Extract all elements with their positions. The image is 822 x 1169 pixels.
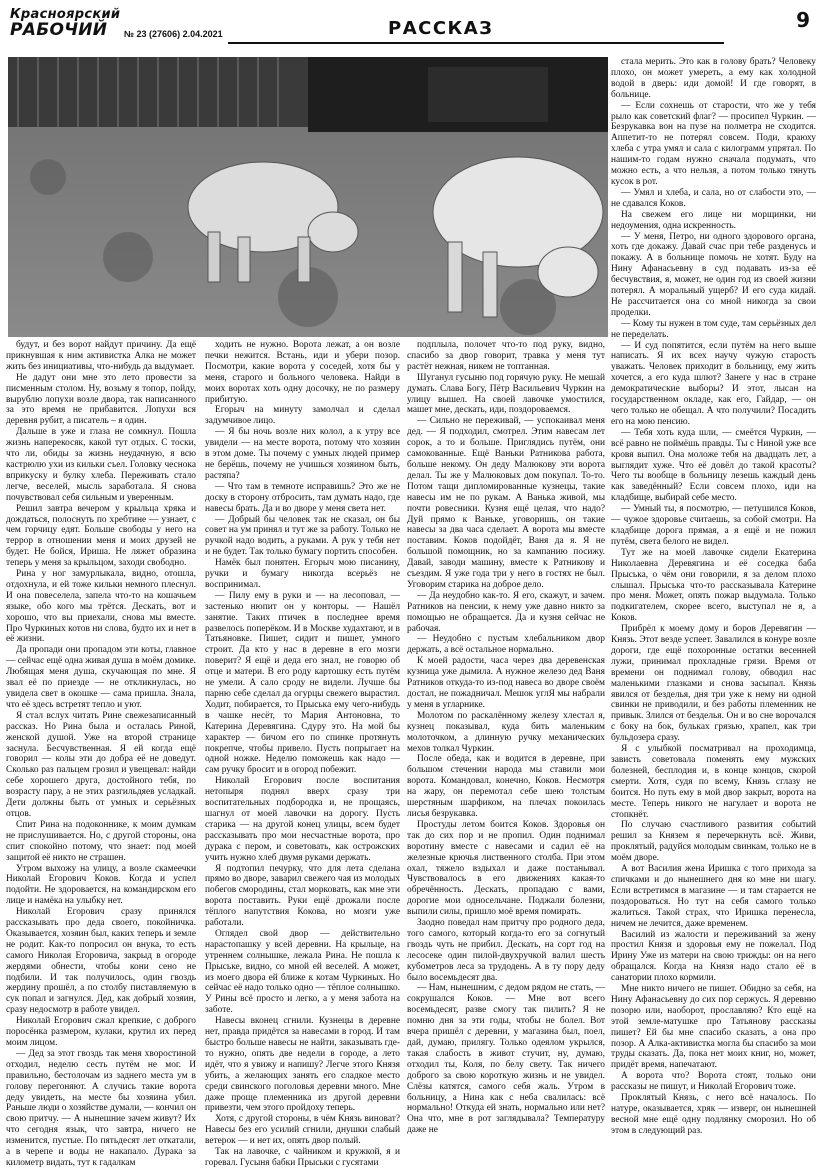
paragraph: Николай Егорович сразу принялся рассказывать про деда своего, покойничка. Оказывается, хозяин был, каких теперь и земле не родит. Как-то попросил он внука, то есть самого Николая Егоровича, закрыд в огороде жердями обнести, чтобы кони сено не подбили. И так получилось, один гвоздь жердину прошёл, а по столбу пиставляемую в сук попал и загнулся. Дед, как добрый хозяин, сразу недосмотр в работе увидел. <box>6 907 196 1016</box>
paragraph: По случаю счастливого развития событий решил за Князем я перечеркнуть всё. Живи, проклятый, радуйся молодым свинкам, только не в моём дворе. <box>611 820 816 864</box>
paragraph: — Что там в темноте исправишь? Это же не доску в сторону отбросить, там думать надо, где навесы брать. Да и во дворе у меня света нет. <box>205 481 400 514</box>
paragraph: — Умный ты, я посмотрю, — петушился Коков, — чужое здоровье считаешь, за собой смотри. На кладбище дорога прямая, а я ещё и не пожил путём, света белого не видел. <box>611 504 816 547</box>
paragraph: — Добрый бы человек так не сказал, он бы совет на ум принял и тут же за работу. Только не ручкой надо водить, а руками. А рук у тебя нет и не будет. Так только бумагу портить способен. <box>205 514 400 558</box>
paragraph: Я стал вслух читать Рине свежезаписанный рассказ. Но Рина была и осталась Риной, женской душой. Уже на второй странице заснула. Бесчувственная. Я ей когда ещё говорил — колы эти до добра её не доведут. Сколько раз пальцем грозил и увещевал: найди себе хорошего друга, достойного тебя, по возрасту пару, а не этих разгильдяев усладкай. Дети должны быть от умных и серьёзных отцов. <box>6 710 196 819</box>
paragraph: Шуганул гусыню под горячую руку. Не мешай думать. Слава Богу, Пётр Васильевич Чуркин на улицу вышел. На своей лавочке умостился, машет мне, дескать, иди, поздороваемся. <box>407 372 605 416</box>
text-column-2 <box>205 340 400 1168</box>
rubric-rule <box>228 42 724 44</box>
masthead <box>8 4 814 44</box>
paragraph: — И суд попятится, если путём на него выше написать. Я их всех научу чужую старость уважать. Человек приходит в больницу, ему жить хочется, а его куда шлют? Занеге у нас в стране демократические выборы? И этот, лысан на государственном окладе, как его, Гайдар, — он чего только не обещал. А что получили? Посадить его на мою пенсию. <box>611 340 816 427</box>
paragraph: Прибрёл к моему дому и боров Деревягин — Князь. Этот везде успеет. Завалился в конуре возле дороги, где ещё похоронные остатки весенней лужи, принимал прохладные грязи. Время от времени он поднимал голову, обводил нас маленькими глазками и снова засыпал. Князь явился от безделья, дня три уже к нему ни одной свинки не приводили, и без работы племенник не привык. Злился от безделья. Он и во сне ворочался с боку на бок, бульках грязью, храпел, как три бульдозера сразу. <box>611 624 816 744</box>
paragraph: — Дед за этот гвоздь так меня хворостиной отходил, неделю сесть путём не мог. И правильно, бестолочам из заднего места ум в голову перегоняют. А случись такие ворота деду увидеть, на месте бы хозяина убил. Раньше люди о хозяйстве думали, — кончил он свою притчу. — А нынешние зачем живут? Их что сегодня язык, что завтра, ничего не изменится, пустые. По пятьдесят лет откатали, а в черепе и воды не накапало. Дурака за километр видать, тут к гадалкам <box>6 1048 196 1168</box>
text-column-4 <box>611 57 816 1136</box>
paragraph: — Неудобно с пустым хлебальником двор держать, а всё остальное нормально. <box>407 634 605 656</box>
issue-info: № 23 (27606) 2.04.2021 <box>124 29 223 39</box>
paragraph: — Умял и хлеба, и сала, но от слабости это, — не сдавался Коков. <box>611 187 816 209</box>
paragraph: — Да неудобно как-то. Я его, скажут, и зачем. Ратников на пенсии, к нему уже давно никто за помощью не обращается. Да и кузня сейчас не рабочая. <box>407 590 605 634</box>
paragraph: После обеда, как и водится в деревне, при большом стечении народа мы ставили мои ворота. Командовал, конечно, Коков. Несмотря на жару, он перемотал себе шею толстым шерстяным шарфиком, на плечах покоилась лисья безрукавка. <box>407 754 605 819</box>
paragraph: Заодно поведал нам притчу про родного деда, того самого, который когда-то его за согнутый гвоздь чуть не прибил. Дескать, на сорт год на лесосеке один пилой-двухручкой валил шесть кубометров леса за трудодень. А в ту пору деду было восемьдесят два. <box>407 918 605 983</box>
newspaper-logo <box>8 4 121 44</box>
paragraph: — У меня, Петро, ни одного здорового органа, хоть где докажу. Давай счас при тебе разденусь и покажу. А в больнице помочь не хотят. Буду на Нину Афанасьевну в суд подавать из-за её бесчувствия, я, может, не один год из своей жизни потерял. А моральный ущерб? И его суда кидай. Не рассчитается она со мной никогда за свои проделки. <box>611 231 816 318</box>
paragraph: — Если сохнешь от старости, что же у тебя рыло как советский флаг? — просипел Чуркин. — Безрукавка вон на пузе на полметра не сходится. Аппетит-то не потерял совсем. Поди, краюху хлеба с утра умял и сала с килограмм упрятал. По нашим-то годам нужно сначала подумать, что можно есть, а что нельзя, а потом только тянуть кусок в рот. <box>611 100 816 187</box>
paragraph: Решил завтра вечером у крыльца хряка и дождаться, полоснуть по хребтине — узнает, с чем горчицу едят. Больше свободы у него на террор в отношении меня и моих друзей не будет. Не бойся, Ириша. Не ляжет образина теперь у меня за крыльцом, заходи свободно. <box>6 503 196 569</box>
paragraph: Да пропади они пропадом эти коты, главное — сейчас ещё одна живая душа в моём домике. Любящая меня душа, скучающая по мне. Я звал её по приезде — не откликнулась, но увидела свет в окошке — сама пришла. Знала, что её здесь встретят тепло и уют. <box>6 645 196 710</box>
rubric-title: РАССКАЗ <box>388 18 494 39</box>
paragraph: ходить не нужно. Ворота лежат, а он возле печки нежится. Встань, иди и убери позор. Посмотри, какие ворота у соседей, хотя бы у меня, старого и больного человека. Найди в моих воротах хоть одну досочку, не по размеру прибитую. <box>205 340 400 405</box>
paragraph: А ворота что? Ворота стоят, только они рассказы не пишут, и Николай Егорович тоже. <box>611 1071 816 1093</box>
paragraph: Рина у ног замурлыкала, видно, отошла, отдохнула, и ей тоже кильки немного плеснул. И она повеселела, запела что-то на кошачьем языке, обо кого мы трётся. Дескать, вот и хорошо, что вы приехали, снова мы вместе. Про Чуркиных котов ни слова, будто их и нет в её жизни. <box>6 569 196 645</box>
paragraph: Николай Егорович после воспитания нетопыря поднял вверх сразу три воспитательных подбородка и, не прощаясь, шагнул от моей лавочки на дорогу. Пусть старика — на другой конец улицы, всем будет рассказывать про мои несчастные ворота, про дурака с пером, и советовать, как острожских учить нужно хлеб двумя руками держать. <box>205 776 400 863</box>
paragraph: Хотя, с другой стороны, в чём Князь виноват? Навесы без его усилий сгнили, днушки слабый ветерок — и нет их, опять двор полый. <box>205 1114 400 1147</box>
paragraph: подплыла, полочет что-то под руку, видно, спасибо за двор говорит, травка у меня тут растёт нежная, никем не топтанная. <box>407 340 605 372</box>
paragraph: Я подтопил печурку, что для лета сделана прямо во дворе, заварил свежего чая из молодых побегов смородины, стал морковать, как мне эти ворота поставить. Руки ещё дрожали после тёплого напутствия Кокова, но мозги уже работали. <box>205 863 400 929</box>
paragraph: — Тебя хоть куда шли, — смеётся Чуркин, — всё равно не поймёшь правды. Ты с Ниной уже все кровя выпил. Она моложе тебя на двадцать лет, а выглядит хуже. Что её довёл до такой красоты? Чего ты вообще в больницу лезешь каждый день как заведённый? Если совсем плохо, иди на кладбище, выбирай себе место. <box>611 427 816 504</box>
paragraph: Навесы вконец сгнили. Кузнецы в деревне нет, правда придётся за навесами в город. И там быстро больше навесы не найти, заказывать где-то нужно, опять две недели в городе, а лето идёт, что я увижу и напишу? Легче этого Князя убить, а желающих занять его сладкое место среди свинского поголовья деревни много. Мне даже проще племенника из другой деревни привезти, чем этого пройдоху теперь. <box>205 1016 400 1114</box>
paragraph: — Нам, нынешним, с дедом рядом не стать, — сокрушался Коков. — Мне вот всего восемьдесят, разве смогу так пилить? Я не помню дня за эти годы, чтобы не болел. Вот вчера пришёл с деревни, у магазина был, поел, дай, думаю, прилягу. Только одеялом укрылся, такая слабость в живот стучит, ну, думаю, отходил ты, Коля, по белу свету. Так ничего доброго за свою короткую жизнь и не увидел. Слёзы катятся, самого себя жаль. Утром в больницу, а Нина как с неба свалилась: всё нормально! Откуда ей знать, нормально или нет? Она что, мне в рот заглядывала? Температуру даже не <box>407 983 605 1136</box>
paragraph: Не дадут они мне это лето провести за писменным столом. Ну, возьму я топор, пойду, вырублю лопухи возле двора, так написанного за это время не прибавится. Лопухи вся деревня рубит, а писатель – я один. <box>6 372 196 427</box>
paragraph: Проклятый Князь, с него всё началось. По натуре, оказывается, хряк — изверг, он нынешней весной мне ещё одну подлянку сморозил. Но об этом в следующий раз. <box>611 1093 816 1136</box>
paragraph: Так на лавочке, с чайником и кружкой, я и горевал. Гусыня бабки Прыськи с гусятами <box>205 1147 400 1168</box>
paragraph: К моей радости, часа через два деревенская кузница уже дымила. А нужное железо дед Ваня Ратников откуда-то из-под навеса во дворе своём достал, не пожадничал. Мешок углЯ мы набрали у меня в угларнике. <box>407 656 605 710</box>
pigs-photo <box>8 57 608 337</box>
paragraph: будут, и без ворот найдут причину. Да ещё прикнувшая к ним активистка Алка не может жить без инициативы, что-нибудь да выдумает. <box>6 340 196 372</box>
paragraph: Оглядел свой двор — действительно нарастопашку у всей деревни. На крыльце, на утреннем солнышке, лежала Рина. Не пошла к Прыське, видно, со мной ей веселей. А может, из моего двора ей ближе к котам Чуркиных. Но сейчас её надо только одно — тёплое солнышко. У Рины всё просто и легко, а у меня забота на заботе. <box>205 928 400 1016</box>
paragraph: Василий из жалости и переживаний за жену простил Князя и здоровья ему не пожелал. Под Ирину Уже из матери на свою трижды: он на него обращался. Когда на Князя надо стало её в санатории плохо кормили. <box>611 929 816 984</box>
paragraph: Спит Рина на подоконнике, к моим думкам не прислушивается. Но, с другой стороны, она спит спокойно потому, что знает: под моей защитой её никто не страшен. <box>6 819 196 863</box>
text-column-1 <box>6 340 196 1168</box>
paragraph: Мне никто ничего не пишет. Обидно за себя, на Нину Афанасьевну до сих пор сержусь. Я деревню позорю или, наоборот, прославляю? Кто ещё на этой земле-матушке про Татьянову рассказы пишет? Ей бы мне спасибо сказать, а она про позор. А Алка-активистка могла бы спасибо за мои труды сказать. Да, пока нет моих книг, но, может, придёт время, напечатают. <box>611 984 816 1071</box>
paragraph: — Сильно не переживай, — успокаивал меня дед. — Я подходил, смотрел. Этим навесам лет сорок, а то и больше. Приглядись путём, они самокованные. Ещё Ваньки Ратникова работа, больше некому. Он деду Малюкову эти ворота делал. Ты же у Малюковых дом покупал. То-то. Потом тащи дипломированные кузнецы, такие навесы им не по рукам. А Ванька живой, мы почти ровесники. Кузня ещё целая, что надо? Дуй прямо к Ваньке, уговоришь, он такие навесы за два часа сделает. А ворота мы вместе поставим. Коков подойдёт, Ваня да я. Я не большой помощник, но за кампанию посижу. Давай, заводи машину, вместе к Ратникову и съездим. Я уже года три у него в гостях не был. Уговорим старика на доброе дело. <box>407 416 605 590</box>
paragraph: стала мерить. Это как в голову брать? Человеку плохо, он может умереть, а ему как холодной водой в дверь: иди домой! И где говорят, в больнице. <box>611 57 816 100</box>
paragraph: — Кому ты нужен в том суде, там серьёзных дел не переделать. <box>611 318 816 340</box>
paragraph: На свежем его лице ни морщинки, ни недоумения, одна искренность. <box>611 209 816 231</box>
text-column-3 <box>407 340 605 1136</box>
paragraph: Намёк был понятен. Егорыч мою писанину, ручки и бумагу никогда всерьёз не воспринимал. <box>205 558 400 590</box>
paragraph: Молотом по раскалённому железу хлестал я, кузнец показывал, куда бить маленьким молоточком, а длинную ручку механических мехов толкал Чуркин. <box>407 710 605 754</box>
paragraph: Тут же на моей лавочке сидели Екатерина Николаевна Деревягина и её соседка баба Прыська, о чём они говорили, я за делом плохо слышал. Прыська что-то рассказывала Катерине про меня. Может, опять пожар выдумала. Только подкигателем, скорее всего, выступал не я, а Коков. <box>611 547 816 624</box>
paragraph: Простуды летом боится Коков. Здоровья он так до сих пор и не пропил. Один поднимал воротину вместе с навесами и садил её на железные крючья лиственного столба. При этом охал, тяжело вздыхал и даже постанывал. Чувствовалось в его движениях какая-то обречённость. Дескать, пропадаю с вами, дорогие мои односельчане. Поджали болезни, выпили силы, пришло моё время помирать. <box>407 819 605 918</box>
paragraph: — Я бы ночь возле них колол, а к утру все увидели — на месте ворота, потому что хозяин в этом доме. Ты почему с умных людей пример не берёшь, почему не учишься хозяином быть, растяпа? <box>205 427 400 481</box>
logo-line-1: Красноярский <box>10 7 121 22</box>
paragraph: А вот Василия жена Иришка с того прихода за спичками и до нынешнего дня ко мне ни шагу. Если встретимся в магазине — и там старается не поздороваться. Но тут на себя самого только жалиться. Такой страх, что Иришка перенесла, ничем не лечится, даже временем. <box>611 864 816 929</box>
paragraph: Я с улыбкой посматривал на проходимца, зависть советовала поменять ему мужских болезней, бесплодия и, в конце концов, скорой смерти. Хотя, судя по всему, Князь сглазу не боится. Но путь ему в мой двор закрыт, ворота на месте. Теперь никого не нагулает и ворота не стопкнёт. <box>611 744 816 820</box>
paragraph: Дальше в уже и глаза не сомкнул. Пошла жизнь наперекосяк, какой тут отдых. С тоски, что ли, обиды за жизнь неудачную, я всю кастрюлю ухи из кильки съел. Головку чеснока вприкуску и булку хлеба. Переживать стало легче, веселей, мысль заработала. Я снова почувствовал себя сильным и уверенным. <box>6 427 196 503</box>
page-number: 9 <box>796 8 810 32</box>
paragraph: — Пилу ему в руки и — на лесоповал, — застенько нюпит он у конторы. — Нашёл занятие. Таких птичек в последнее время развелось поперёком. И в Москве худахтают, и в Татьяновке. Пишет, сидит и пишет, умного строит. Да кто у нас в деревне в его мозги поверит? Я ещё и деда его знал, не говорю об отце и матери. В его роду картошку есть путём не умели. А сало сроду не видели. Лучше бы парню себе сделал да огурцы свежего вырастил. Ходит, побирается, то Прыська ему чего-нибудь в чашке несёт, то Мария Антоновна, то Катерина Деревягина. Сдуру это. На мой бы характер — бичом его по спинке протянуть покрепче, чтобы привело. Пусть попрыгает на одной ножке. Неделю поможешь как надо — сам ручку бросит и в огород побежит. <box>205 590 400 776</box>
logo-line-2: РАБОЧИЙ <box>10 20 108 40</box>
paragraph: Николай Егорович сжал крепкие, с доброго поросёнка размером, кулаки, крутил их перед моим лицом. <box>6 1016 196 1048</box>
paragraph: Утром выхожу на улицу, а возле скамеечки Николай Егорович Коков. Когда и успел подойти. Не здоровается, на командирском его лице и намёка на улыбку нет. <box>6 863 196 907</box>
paragraph: Егорыч на минуту замолчал и сделал задумчивое лицо. <box>205 405 400 427</box>
